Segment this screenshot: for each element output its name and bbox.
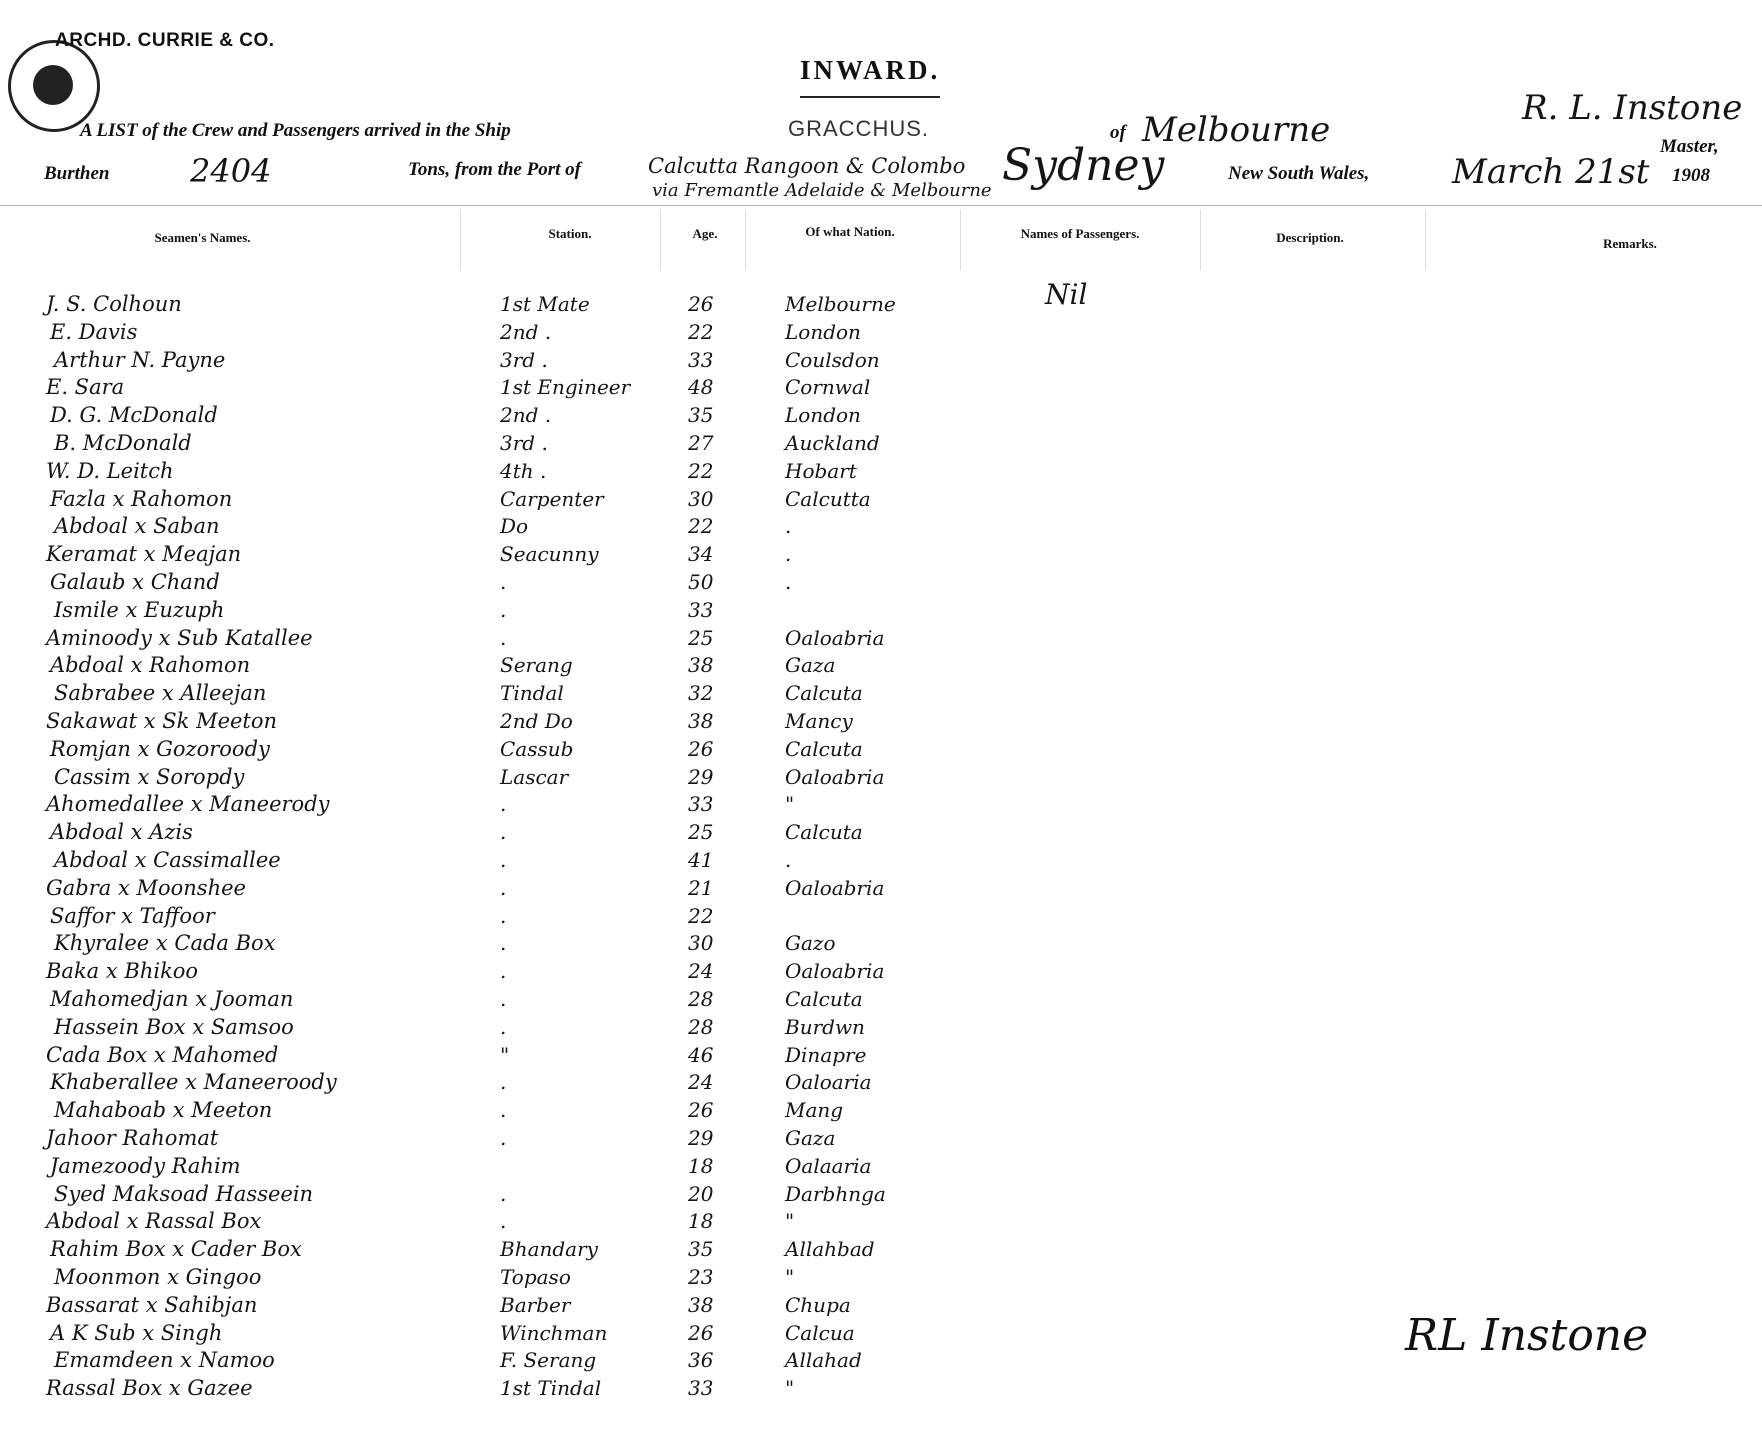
master-label: Master, — [1660, 136, 1719, 157]
tons-label: Tons, from the Port of — [408, 159, 581, 180]
seaman-station: . — [500, 820, 507, 844]
seaman-name: B. McDonald — [54, 431, 192, 455]
column-divider — [960, 210, 961, 270]
seaman-age: 21 — [688, 876, 714, 900]
seaman-nation: Oalaaria — [785, 1154, 872, 1178]
seaman-name: Sakawat x Sk Meeton — [46, 709, 278, 733]
seaman-nation: Calcuta — [785, 737, 863, 761]
seaman-nation: London — [785, 403, 861, 427]
port-from: Calcutta Rangoon & Colombo — [648, 154, 966, 178]
title-underline — [800, 96, 940, 98]
seaman-age: 33 — [688, 792, 714, 816]
column-divider — [660, 210, 661, 270]
seaman-age: 22 — [688, 459, 714, 483]
column-divider — [1425, 210, 1426, 270]
burthen-label: Burthen — [44, 163, 110, 184]
seaman-age: 26 — [688, 1098, 714, 1122]
seaman-age: 24 — [688, 1070, 714, 1094]
seaman-station: . — [500, 570, 507, 594]
seaman-name: A K Sub x Singh — [50, 1321, 223, 1345]
col-station: Station. — [548, 226, 592, 241]
seaman-station: . — [500, 1070, 507, 1094]
seaman-age: 18 — [688, 1209, 714, 1233]
seaman-station: . — [500, 1098, 507, 1122]
seaman-name: E. Davis — [50, 320, 138, 344]
seaman-nation: . — [785, 542, 792, 566]
col-description: Description. — [1276, 230, 1344, 245]
column-divider — [1200, 210, 1201, 270]
seaman-name: Moonmon x Gingoo — [54, 1265, 262, 1289]
seaman-name: Abdoal x Saban — [54, 514, 220, 538]
seaman-age: 26 — [688, 1321, 714, 1345]
seaman-age: 24 — [688, 959, 714, 983]
seaman-station: Carpenter — [500, 487, 604, 511]
seaman-name: Aminoody x Sub Katallee — [46, 626, 313, 650]
seaman-station: 1st Engineer — [500, 375, 631, 399]
seaman-nation: Calcuta — [785, 820, 863, 844]
seaman-station: 1st Mate — [500, 292, 590, 316]
seaman-age: 26 — [688, 737, 714, 761]
seaman-age: 25 — [688, 820, 714, 844]
agent-name: ARCHD. CURRIE & CO. — [55, 30, 275, 51]
seaman-nation: Calcuta — [785, 681, 863, 705]
seaman-nation: Chupa — [785, 1293, 851, 1317]
seaman-name: Gabra x Moonshee — [46, 876, 246, 900]
col-remarks: Remarks. — [1603, 236, 1657, 251]
seaman-name: E. Sara — [46, 375, 125, 399]
seaman-name: Hassein Box x Samsoo — [54, 1015, 294, 1039]
seaman-station: 2nd Do — [500, 709, 573, 733]
seaman-age: 48 — [688, 375, 714, 399]
seaman-name: D. G. McDonald — [50, 403, 218, 427]
col-seamens-names: Seamen's Names. — [154, 230, 251, 245]
seaman-age: 18 — [688, 1154, 714, 1178]
seaman-name: Keramat x Meajan — [46, 542, 242, 566]
seaman-nation: Oaloabria — [785, 876, 885, 900]
seaman-station: . — [500, 904, 507, 928]
seaman-name: Abdoal x Cassimallee — [54, 848, 281, 872]
col-passengers: Names of Passengers. — [1020, 226, 1140, 241]
document-title: INWARD. — [800, 55, 941, 85]
seaman-age: 29 — [688, 1126, 714, 1150]
seaman-age: 22 — [688, 514, 714, 538]
seaman-age: 35 — [688, 1237, 714, 1261]
seaman-nation: " — [785, 1209, 795, 1233]
seaman-nation: Auckland — [785, 431, 880, 455]
seaman-age: 34 — [688, 542, 714, 566]
seaman-nation: Cornwal — [785, 375, 871, 399]
seaman-nation: . — [785, 848, 792, 872]
seaman-age: 33 — [688, 598, 714, 622]
seaman-nation: Mang — [785, 1098, 844, 1122]
seaman-name: Fazla x Rahomon — [50, 487, 233, 511]
burthen-value: 2404 — [190, 152, 272, 190]
seaman-station: Topaso — [500, 1265, 571, 1289]
column-divider — [745, 210, 746, 270]
seaman-age: 38 — [688, 653, 714, 677]
seaman-age: 28 — [688, 1015, 714, 1039]
seaman-station: 2nd . — [500, 320, 552, 344]
seaman-nation: Hobart — [785, 459, 857, 483]
seaman-nation: Oaloabria — [785, 765, 885, 789]
seaman-nation: Calcutta — [785, 487, 871, 511]
passengers-value: Nil — [1045, 278, 1088, 311]
seaman-nation: " — [785, 1265, 795, 1289]
seaman-name: Abdoal x Rahomon — [50, 653, 251, 677]
seaman-nation: Calcuta — [785, 987, 863, 1011]
seaman-nation: London — [785, 320, 861, 344]
seaman-age: 30 — [688, 487, 714, 511]
seaman-station: 2nd . — [500, 403, 552, 427]
seaman-age: 30 — [688, 931, 714, 955]
seaman-nation: . — [785, 570, 792, 594]
seaman-name: Ahomedallee x Maneerody — [46, 792, 330, 816]
seaman-station: Bhandary — [500, 1237, 598, 1261]
master-name: R. L. Instone — [1522, 88, 1743, 128]
seaman-station: Lascar — [500, 765, 569, 789]
seaman-age: 28 — [688, 987, 714, 1011]
seaman-nation: " — [785, 1376, 795, 1400]
seaman-nation: " — [785, 792, 795, 816]
seaman-station: . — [500, 959, 507, 983]
seaman-age: 38 — [688, 1293, 714, 1317]
seaman-nation: Allahbad — [785, 1237, 875, 1261]
seaman-age: 46 — [688, 1043, 714, 1067]
seaman-station: 4th . — [500, 459, 547, 483]
master-signature: RL Instone — [1405, 1310, 1649, 1361]
seaman-nation: Calcua — [785, 1321, 855, 1345]
seaman-nation: Oaloaria — [785, 1070, 872, 1094]
seaman-station: " — [500, 1043, 510, 1067]
seaman-nation: Darbhnga — [785, 1182, 886, 1206]
nsw-label: New South Wales, — [1228, 163, 1370, 184]
seaman-name: Sabrabee x Alleejan — [54, 681, 267, 705]
seaman-nation: . — [785, 514, 792, 538]
seaman-age: 41 — [688, 848, 714, 872]
seaman-station: . — [500, 1209, 507, 1233]
seaman-station: Tindal — [500, 681, 564, 705]
home-port: Melbourne — [1142, 110, 1331, 150]
seaman-name: Emamdeen x Namoo — [54, 1348, 275, 1372]
ship-name: GRACCHUS. — [788, 116, 930, 141]
seaman-station: Serang — [500, 653, 573, 677]
seaman-nation: Allahad — [785, 1348, 862, 1372]
seaman-station: 3rd . — [500, 431, 548, 455]
seaman-name: Syed Maksoad Hasseein — [54, 1182, 314, 1206]
seaman-nation: Burdwn — [785, 1015, 865, 1039]
arrival-port: Sydney — [1002, 140, 1165, 191]
seaman-station: . — [500, 1182, 507, 1206]
seaman-nation: Coulsdon — [785, 348, 880, 372]
seaman-station: . — [500, 876, 507, 900]
seaman-name: Saffor x Taffoor — [50, 904, 215, 928]
seaman-station: . — [500, 848, 507, 872]
seaman-station: . — [500, 626, 507, 650]
seaman-name: Rassal Box x Gazee — [46, 1376, 253, 1400]
seaman-station: Winchman — [500, 1321, 608, 1345]
of-label: of — [1110, 122, 1126, 143]
column-divider — [460, 210, 461, 270]
seaman-name: Jamezoody Rahim — [50, 1154, 241, 1178]
seaman-name: Galaub x Chand — [50, 570, 220, 594]
col-nation: Of what Nation. — [805, 224, 895, 239]
seaman-age: 29 — [688, 765, 714, 789]
seaman-station: . — [500, 931, 507, 955]
seaman-age: 26 — [688, 292, 714, 316]
seaman-station: F. Serang — [500, 1348, 597, 1372]
via-ports: via Fremantle Adelaide & Melbourne — [652, 180, 992, 201]
seaman-name: Mahaboab x Meeton — [54, 1098, 273, 1122]
seaman-nation: Gazo — [785, 931, 836, 955]
seaman-station: 1st Tindal — [500, 1376, 602, 1400]
arrival-year: 1908 — [1672, 165, 1710, 186]
seaman-age: 32 — [688, 681, 714, 705]
col-age: Age. — [692, 226, 718, 241]
seaman-age: 35 — [688, 403, 714, 427]
list-label: A LIST of the Crew and Passengers arrived in the Ship — [80, 120, 511, 141]
seaman-nation: Gaza — [785, 653, 836, 677]
seaman-station: 3rd . — [500, 348, 548, 372]
seaman-age: 22 — [688, 904, 714, 928]
seaman-station: . — [500, 792, 507, 816]
seaman-name: Rahim Box x Cader Box — [50, 1237, 302, 1261]
seaman-age: 23 — [688, 1265, 714, 1289]
seaman-name: Mahomedjan x Jooman — [50, 987, 294, 1011]
seaman-age: 38 — [688, 709, 714, 733]
seaman-age: 36 — [688, 1348, 714, 1372]
seaman-name: Jahoor Rahomat — [46, 1126, 219, 1150]
seaman-station: Do — [500, 514, 529, 538]
seaman-station: Seacunny — [500, 542, 599, 566]
seaman-station: . — [500, 598, 507, 622]
seaman-nation: Gaza — [785, 1126, 836, 1150]
seaman-nation: Oaloabria — [785, 959, 885, 983]
seaman-name: W. D. Leitch — [46, 459, 174, 483]
seaman-age: 33 — [688, 1376, 714, 1400]
seaman-name: Abdoal x Azis — [50, 820, 193, 844]
seaman-nation: Dinapre — [785, 1043, 867, 1067]
seaman-station: . — [500, 987, 507, 1011]
seaman-name: J. S. Colhoun — [46, 292, 182, 316]
seaman-name: Baka x Bhikoo — [46, 959, 199, 983]
seaman-station: . — [500, 1015, 507, 1039]
seaman-station: . — [500, 1126, 507, 1150]
seaman-name: Arthur N. Payne — [54, 348, 226, 372]
seaman-age: 33 — [688, 348, 714, 372]
seaman-age: 20 — [688, 1182, 714, 1206]
seaman-name: Romjan x Gozoroody — [50, 737, 270, 761]
seaman-nation: Mancy — [785, 709, 853, 733]
seaman-age: 25 — [688, 626, 714, 650]
agent-stamp-seal — [8, 40, 100, 132]
seaman-station: Barber — [500, 1293, 571, 1317]
seaman-age: 22 — [688, 320, 714, 344]
seaman-name: Ismile x Euzuph — [54, 598, 225, 622]
arrival-date: March 21st — [1452, 152, 1650, 192]
header-rule — [0, 205, 1762, 206]
seaman-station: Cassub — [500, 737, 574, 761]
seaman-name: Cada Box x Mahomed — [46, 1043, 279, 1067]
seaman-name: Bassarat x Sahibjan — [46, 1293, 258, 1317]
seaman-name: Khaberallee x Maneeroody — [50, 1070, 337, 1094]
seaman-age: 27 — [688, 431, 714, 455]
seaman-age: 50 — [688, 570, 714, 594]
seaman-nation: Melbourne — [785, 292, 896, 316]
seaman-name: Khyralee x Cada Box — [54, 931, 276, 955]
seaman-name: Abdoal x Rassal Box — [46, 1209, 262, 1233]
seaman-name: Cassim x Soropdy — [54, 765, 245, 789]
seaman-nation: Oaloabria — [785, 626, 885, 650]
